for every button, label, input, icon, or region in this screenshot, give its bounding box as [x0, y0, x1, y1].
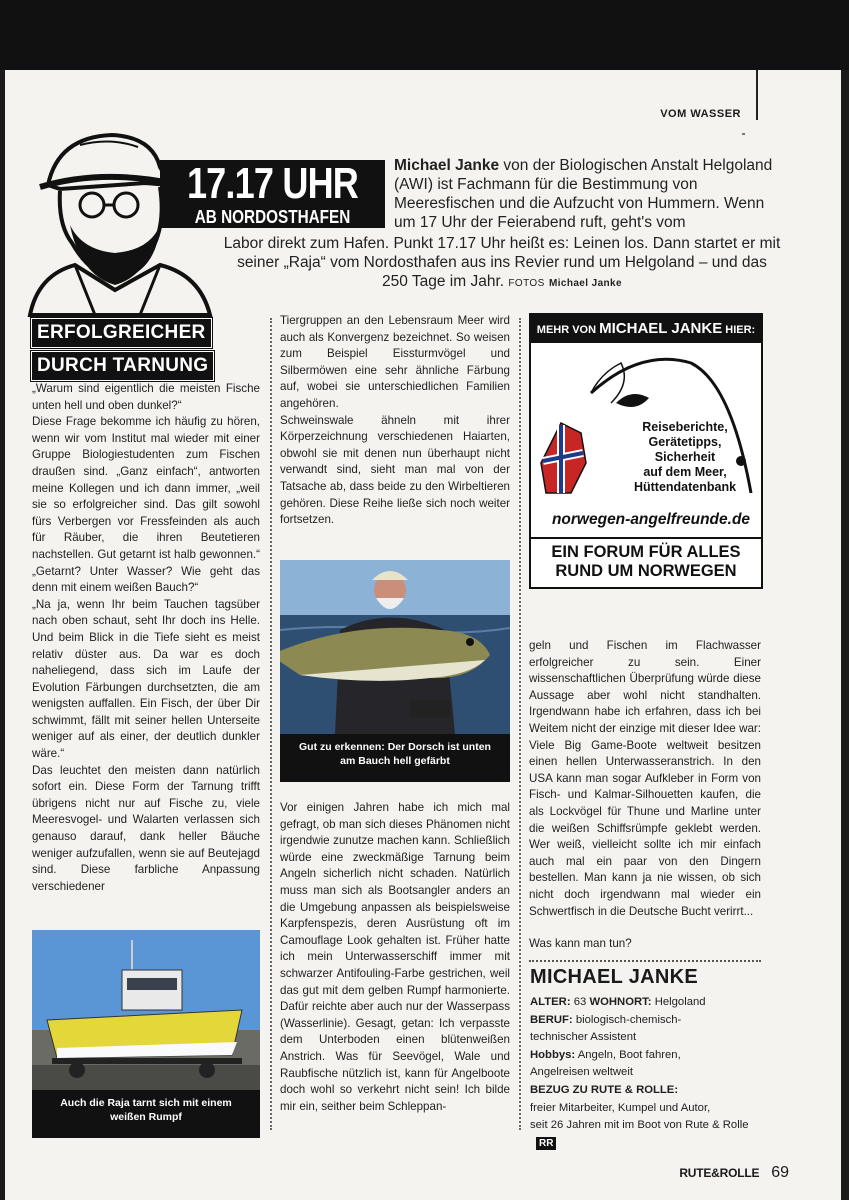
promo-feature: Sicherheit — [654, 450, 716, 464]
promo-website-link[interactable]: norwegen-angelfreunde.de — [551, 511, 751, 528]
cod-photo-caption — [280, 734, 510, 782]
column-divider — [519, 318, 521, 1130]
promo-header — [531, 315, 761, 343]
intro-author: Michael Janke — [394, 157, 500, 174]
promo-header-prefix: MEHR VON — [536, 324, 597, 336]
profile-value: biologisch-chemisch- — [575, 1013, 682, 1026]
headline-title: 17.17 UHR — [186, 159, 359, 208]
caption-line: weißen Rumpf — [110, 1111, 182, 1123]
profile-label: ALTER: — [530, 996, 571, 1008]
section-rubric: VOM WASSER — [660, 108, 741, 120]
profile-value: seit 26 Jahren mit im Boot von Rute & Rolle — [530, 1119, 749, 1132]
article-heading-line1: ERFOLGREICHER — [31, 318, 212, 348]
article-column-3 — [529, 638, 761, 953]
profile-row-hobbies-cont: Angelreisen weltweit — [530, 1066, 633, 1079]
paragraph: Vor einigen Jahren habe ich mich mal gefragt, ob man sich dieses Phänomen nicht irgendwie zunutze machen kann. Schließlich würde eine zweckmäßige Tarnung beim Angeln sicherlich nicht schaden. Natürlich muss man sich als Bootsangler anders an die Umgebung anpassen als beispielsweise Karpfenspezis, deren Ausrüstung oft im Camouflage Look gehalten ist. Früher hatte ich mein Unterwasserschiff immer mit schwarzer Antifouling-Farbe gestrichen, weil das gut mit dem gelben Rumpf harmonierte. Dafür reichte aber auch nur der Wasserpass (Wasserlinie). Gesagt, getan: Ich verpasste dem Unterboden einen blütenweißen Anstrich. Was für Seevögel, Wale und Raubfische nützlich ist, kann für Angelboote doch wohl so verkehrt nicht sein! Ich bilde mir ein, seither beim Schleppan- — [280, 801, 510, 1113]
article-column-2-top — [280, 313, 510, 529]
profile-row-relation-label — [530, 1082, 770, 1100]
paragraph: „Na ja, wenn Ihr beim Tauchen tagsüber nach oben schaut, seht Ihr doch ins Helle. Und beim Blick in die Tiefe sieht es meist relativ düster aus. Da war es doch naheliegend, dass sich im Laufe der Evolution Färbungen durchsetzten, die am wenigsten auffallen. Ein Fisch, der über Dir schwimmt, fällt mit seiner hellen Unterseite weniger auf als einer, der deutlich dunkler wäre.“ — [32, 597, 260, 761]
profile-row-age-residence — [530, 994, 770, 1012]
promo-forum-line: RUND UM NORWEGEN — [555, 562, 737, 580]
headline-subtitle: AB NORDOSTHAFEN — [194, 207, 351, 227]
profile-value: 63 — [573, 996, 587, 1008]
scan-top-edge — [0, 0, 849, 70]
cod-photo — [280, 560, 510, 734]
profile-value: Angeln, Boot fahren, — [577, 1048, 681, 1061]
promo-header-suffix: HIER: — [725, 324, 756, 336]
promo-forum-line: EIN FORUM FÜR ALLES — [551, 543, 741, 561]
caption-line: Gut zu erkennen: Der Dorsch ist unten — [299, 741, 491, 753]
profile-row-relation-cont — [530, 1117, 770, 1152]
promo-box — [529, 313, 763, 589]
profile-name: MICHAEL JANKE — [530, 966, 698, 988]
promo-feature: Hüttendatenbank — [633, 480, 737, 494]
headline-box — [160, 160, 385, 228]
profile-divider — [529, 960, 761, 962]
profile-details — [530, 994, 770, 1152]
boat-photo-caption — [32, 1090, 260, 1138]
article-heading-line2: DURCH TARNUNG — [31, 351, 214, 381]
paragraph: Das leuchtet den meisten dann natürlich sofort ein. Diese Form der Tarnung trifft übrigens nicht nur auf Fische zu, viele Meeresvogel- und Walarten verlassen sich genauso darauf, dank heller Bäuche weniger aufzufallen, wenn sie auf Beutejagd sind. Diese farbliche Anpassung verschiedener — [32, 763, 260, 893]
intro-text-part2 — [222, 234, 782, 293]
end-mark-logo: RR — [536, 1137, 556, 1150]
promo-feature: Gerätetipps, — [648, 435, 722, 449]
page-number: 69 — [771, 1164, 789, 1181]
profile-row-job — [530, 1012, 770, 1030]
paragraph: „Warum sind eigentlich die meisten Fische unten hell und oben dunkel?“ — [32, 382, 260, 412]
promo-forum-tagline — [531, 537, 761, 581]
boat-photo — [32, 930, 260, 1090]
profile-row-relation: freier Mitarbeiter, Kumpel und Autor, — [530, 1101, 711, 1114]
column-divider — [270, 318, 272, 1130]
intro-body-1: von der Biologischen Anstalt Helgoland (AWI) ist Fachmann für die Bestimmung von Meeresfischen und die Aufzucht von Hummern. Wenn um 17 Uhr der Feierabend ruft, geht's vom — [394, 157, 773, 231]
rubric-divider — [756, 70, 758, 120]
photo-credit-name: Michael Janke — [548, 278, 622, 289]
paragraph: Tiergruppen an den Lebensraum Meer wird auch als Konvergenz bezeichnet. So weisen zum Beispiel Eissturmvögel und Silbermöwen eine sehr ähnliche Färbung auf, wobei sie unterschiedlichen Familien angehören. — [280, 314, 510, 410]
paragraph: Diese Frage bekomme ich häufig zu hören, wenn wir vom Institut mal wieder mit einer Gruppe Biologiestudenten zum Fischen draußen sind. „Ganz einfach“, antworten meine Kollegen und ich dann immer, „weil sie so erfolgreicher sind. Das gilt sowohl fürs Verbergen vor Fressfeinden als auch für Räuber, die ihren Beutetieren nachstellen. Gut getarnt ist halb gewonnen.“ „Getarnt? Unter Wasser? Wie geht das denn mit einem weißen Bauch?“ — [32, 415, 260, 595]
promo-header-name: MICHAEL JANKE — [599, 320, 723, 337]
profile-row-hobbies — [530, 1047, 770, 1065]
paragraph: geln und Fischen im Flachwasser erfolgreicher zu sein. Einer wissenschaftlichen Überprüfung würde diese Aussage aber wohl nicht standhalten. Irgendwann habe ich erfahren, dass ich bei Weitem nicht der einzige mit dieser Idee war: Viele Big Game-Boote weltweit besitzen einen hellen Unterwasseranstrich. In den USA kann man sogar Aufkleber in Form von Fisch- und Kalmar-Silhouetten kaufen, die als Lockvögel für Thune und Marline unter die weißen Schiffsrümpfe geklebt werden. Wer weiß, vielleicht sollte ich mir einfach auch mal ein paar von den Dingern bestellen. Man kann ja nie wissen, ob sich nicht doch irgendwann mal wieder ein Schwertfisch in die Deutsche Bucht verirrt... — [529, 639, 761, 918]
promo-feature: auf dem Meer, — [643, 465, 727, 479]
caption-line: Auch die Raja tarnt sich mit einem — [60, 1097, 232, 1109]
profile-label: BERUF: — [530, 1013, 573, 1026]
promo-feature-list — [615, 420, 755, 495]
intro-body-2: Labor direkt zum Hafen. Punkt 17.17 Uhr heißt es: Leinen los. Dann startet er mit seiner „Raja“ vom Nordosthafen aus ins Revier rund um Helgoland – und das 250 Tage im Jahr. — [223, 235, 781, 290]
page-footer — [679, 1164, 789, 1182]
profile-label: WOHNORT: — [589, 996, 652, 1008]
paragraph: Was kann man tun? — [529, 937, 632, 951]
decorative-mark — [742, 133, 745, 135]
profile-label: BEZUG ZU RUTE & ROLLE: — [530, 1083, 679, 1096]
profile-label: Hobbys: — [530, 1048, 576, 1061]
article-column-1 — [32, 381, 260, 895]
magazine-logo: RUTE&ROLLE — [679, 1166, 760, 1180]
profile-row-job-cont: technischer Assistent — [530, 1031, 637, 1044]
promo-feature: Reiseberichte, — [642, 420, 728, 434]
paragraph: Schweinswale ähneln mit ihrer Körperzeichnung verschiedenen Haiarten, obwohl sie mit denen nun überhaupt nicht verwandt sind, sieht man mal von der Tatsache ab, dass beide zu den Wirbeltieren gehören. Diese Reihe ließe sich noch weiter fortsetzen. — [280, 413, 510, 527]
caption-line: am Bauch hell gefärbt — [340, 755, 450, 767]
article-column-2-bottom — [280, 800, 510, 1115]
photo-credit-label: FOTOS — [508, 278, 545, 289]
intro-text-part1 — [394, 156, 774, 232]
profile-value: Helgoland — [654, 996, 706, 1008]
